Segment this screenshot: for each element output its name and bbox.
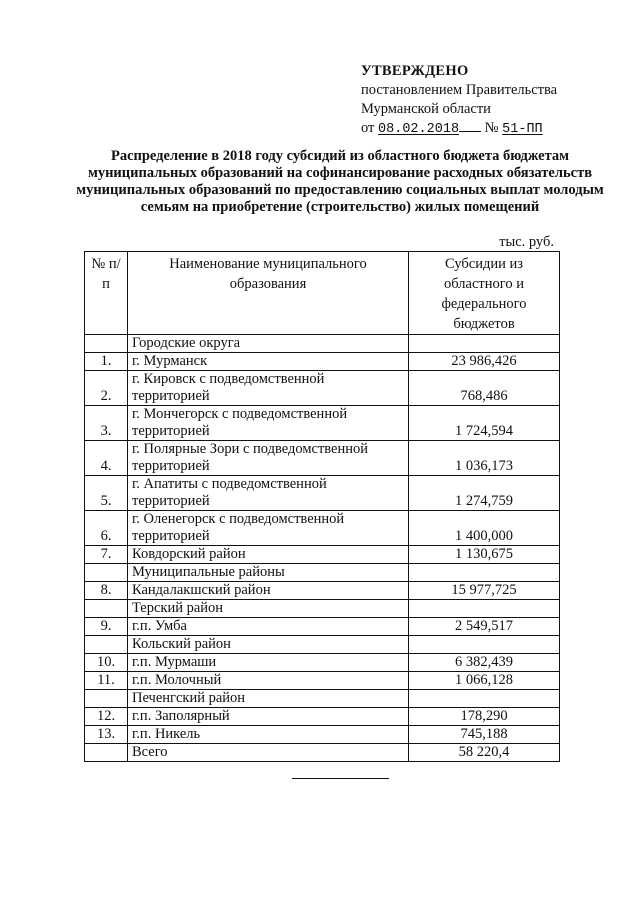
cell-name: г. Мурманск bbox=[128, 353, 409, 371]
cell-name: Кольский район bbox=[128, 636, 409, 654]
cell-name: Кандалакшский район bbox=[128, 582, 409, 600]
cell-value: 2 549,517 bbox=[409, 618, 560, 636]
cell-name: г.п. Молочный bbox=[128, 672, 409, 690]
units-label: тыс. руб. bbox=[499, 234, 554, 250]
cell-value: 768,486 bbox=[409, 371, 560, 406]
cell-num: 13. bbox=[85, 726, 128, 744]
cell-value: 15 977,725 bbox=[409, 582, 560, 600]
cell-name: г. Полярные Зори с подведомственной территорией bbox=[128, 441, 409, 476]
table-row bbox=[85, 441, 560, 476]
cell-name: Печенгский район bbox=[128, 690, 409, 708]
cell-name: Ковдорский район bbox=[128, 546, 409, 564]
header-value: Субсидии из областного и федерального бюджетов bbox=[409, 252, 560, 335]
cell-num: 7. bbox=[85, 546, 128, 564]
table-row bbox=[85, 406, 560, 441]
cell-num: 1. bbox=[85, 353, 128, 371]
table-row bbox=[85, 708, 560, 726]
cell-name: г.п. Заполярный bbox=[128, 708, 409, 726]
table-section-row bbox=[85, 335, 560, 353]
table-header-row bbox=[85, 252, 560, 335]
table-section-row bbox=[85, 564, 560, 582]
cell-value: 1 724,594 bbox=[409, 406, 560, 441]
cell-value: 1 274,759 bbox=[409, 476, 560, 511]
cell-value: 58 220,4 bbox=[409, 744, 560, 762]
table-row bbox=[85, 726, 560, 744]
cell-name: г.п. Никель bbox=[128, 726, 409, 744]
cell-num: 5. bbox=[85, 476, 128, 511]
cell-num bbox=[85, 690, 128, 708]
header-num: № п/п bbox=[85, 252, 128, 335]
cell-name: г. Мончегорск с подведомственной территорией bbox=[128, 406, 409, 441]
subsidy-table bbox=[84, 251, 560, 762]
table-section-row bbox=[85, 690, 560, 708]
cell-num: 2. bbox=[85, 371, 128, 406]
cell-value bbox=[409, 690, 560, 708]
decree-date: 08.02.2018 bbox=[378, 122, 460, 137]
table-row bbox=[85, 371, 560, 406]
cell-value: 6 382,439 bbox=[409, 654, 560, 672]
approval-block bbox=[361, 62, 557, 139]
table-body bbox=[85, 335, 560, 762]
table-row bbox=[85, 582, 560, 600]
cell-value: 1 400,000 bbox=[409, 511, 560, 546]
approval-line-1: постановлением Правительства bbox=[361, 82, 558, 98]
table-section-row bbox=[85, 636, 560, 654]
table-section-row bbox=[85, 600, 560, 618]
number-prefix: № bbox=[484, 120, 499, 136]
cell-value bbox=[409, 564, 560, 582]
table-row bbox=[85, 353, 560, 371]
cell-name: г. Апатиты с подведомственной территорией bbox=[128, 476, 409, 511]
cell-value bbox=[409, 600, 560, 618]
cell-name: Терский район bbox=[128, 600, 409, 618]
header-name: Наименование муниципального образования bbox=[128, 252, 409, 335]
cell-name: г. Оленегорск с подведомственной территорией bbox=[128, 511, 409, 546]
table-row bbox=[85, 476, 560, 511]
cell-value: 1 130,675 bbox=[409, 546, 560, 564]
footer-line bbox=[292, 778, 389, 779]
cell-name: Муниципальные районы bbox=[128, 564, 409, 582]
cell-value: 1 066,128 bbox=[409, 672, 560, 690]
cell-num: 11. bbox=[85, 672, 128, 690]
cell-value: 23 986,426 bbox=[409, 353, 560, 371]
cell-num bbox=[85, 636, 128, 654]
cell-num bbox=[85, 600, 128, 618]
cell-num: 9. bbox=[85, 618, 128, 636]
cell-num: 12. bbox=[85, 708, 128, 726]
cell-num bbox=[85, 744, 128, 762]
table-row bbox=[85, 618, 560, 636]
cell-value: 745,188 bbox=[409, 726, 560, 744]
document-title: Распределение в 2018 году субсидий из областного бюджета бюджетам муниципальных образований на софинансирование расходных обязательств муниципальных образований по предоставлению социальных выплат молодым семьям на приобретение (строительство) жилых помещений bbox=[76, 148, 604, 215]
cell-num: 8. bbox=[85, 582, 128, 600]
date-underline bbox=[459, 130, 481, 132]
cell-name: г. Кировск с подведомственной территорией bbox=[128, 371, 409, 406]
cell-name: г.п. Мурмаши bbox=[128, 654, 409, 672]
cell-num: 3. bbox=[85, 406, 128, 441]
approval-line-2: Мурманской области bbox=[361, 101, 491, 117]
approval-title: УТВЕРЖДЕНО bbox=[361, 63, 469, 79]
cell-value bbox=[409, 636, 560, 654]
table-section-row bbox=[85, 744, 560, 762]
cell-name: г.п. Умба bbox=[128, 618, 409, 636]
approval-date-line bbox=[361, 119, 557, 139]
table-row bbox=[85, 672, 560, 690]
table-row bbox=[85, 546, 560, 564]
cell-num: 6. bbox=[85, 511, 128, 546]
decree-number: 51-ПП bbox=[502, 122, 543, 137]
cell-num bbox=[85, 335, 128, 353]
cell-value: 1 036,173 bbox=[409, 441, 560, 476]
table-row bbox=[85, 511, 560, 546]
cell-value bbox=[409, 335, 560, 353]
cell-value: 178,290 bbox=[409, 708, 560, 726]
cell-num: 10. bbox=[85, 654, 128, 672]
cell-num: 4. bbox=[85, 441, 128, 476]
cell-name: Всего bbox=[128, 744, 409, 762]
cell-name: Городские округа bbox=[128, 335, 409, 353]
date-prefix: от bbox=[361, 120, 375, 136]
cell-num bbox=[85, 564, 128, 582]
table-row bbox=[85, 654, 560, 672]
